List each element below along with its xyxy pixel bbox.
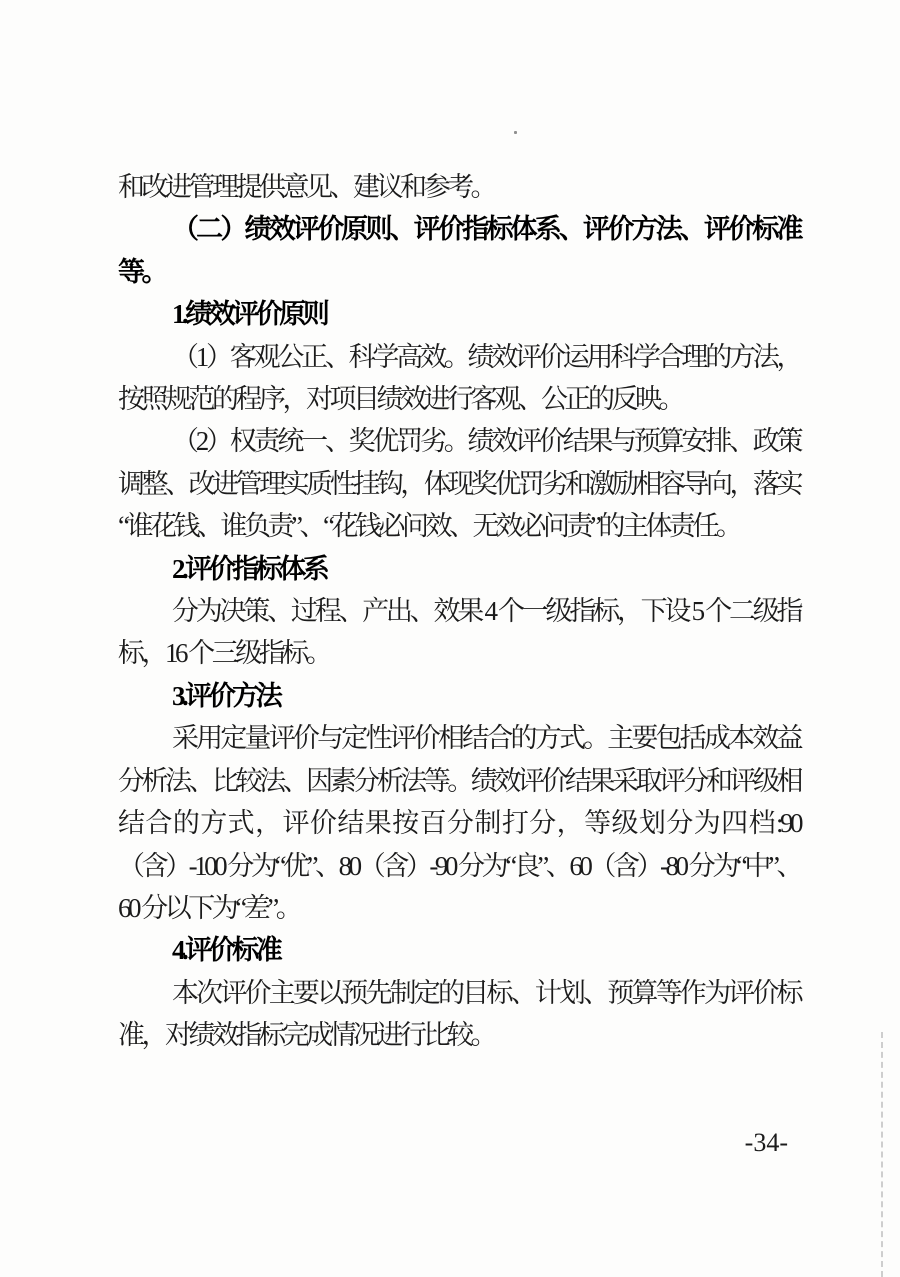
scan-edge-artifact: [881, 1032, 883, 1277]
subheading-2-indicator-system: 2.评价指标体系: [172, 553, 327, 584]
page-number: -34-: [744, 1128, 788, 1157]
body-paragraph-principle-2: （2）权责统一、奖优罚劣。绩效评价结果与预算安排、政策调整、改进管理实质性挂钩，体现奖优罚劣和激励相容导向，落实“谁花钱、谁负责”、“花钱必问效、无效必问责”的主体责任。: [118, 426, 800, 542]
body-paragraph-indicator-system: 分为决策、过程、产出、效果 4 个一级指标，下设 5 个二级指标，16 个三级指标。: [118, 596, 800, 669]
document-body: [118, 166, 800, 1057]
body-continuation-paragraph: 和改进管理提供意见、建议和参考。: [118, 172, 494, 202]
body-paragraph-evaluation-standard: 本次评价主要以预先制定的目标、计划、预算等作为评价标准，对绩效指标完成情况进行比较。: [118, 977, 800, 1051]
subheading-3-evaluation-method: 3.评价方法: [172, 680, 280, 711]
body-paragraph-principle-1: （1）客观公正、科学高效。绩效评价运用科学合理的方法，按照规范的程序，对项目绩效进行客观、公正的反映。: [118, 341, 800, 415]
section-heading: （二）绩效评价原则、评价指标体系、评价方法、评价标准等。: [118, 214, 800, 287]
subheading-4-evaluation-standard: 4.评价标准: [172, 935, 280, 966]
subheading-1-evaluation-principles: 1.绩效评价原则: [172, 299, 327, 330]
scan-speck-artifact: [514, 131, 517, 134]
body-paragraph-evaluation-method: 采用定量评价与定性评价相结合的方式。主要包括成本效益分析法、比较法、因素分析法等。绩效评价结果采取评分和评级相结合的方式，评价结果按百分制打分，等级划分为四档:90（含）-100 分为“优”、80（含）-90 分为“良”、60（含）-80 分为“中”、60 分以下为“差”。: [118, 723, 800, 923]
